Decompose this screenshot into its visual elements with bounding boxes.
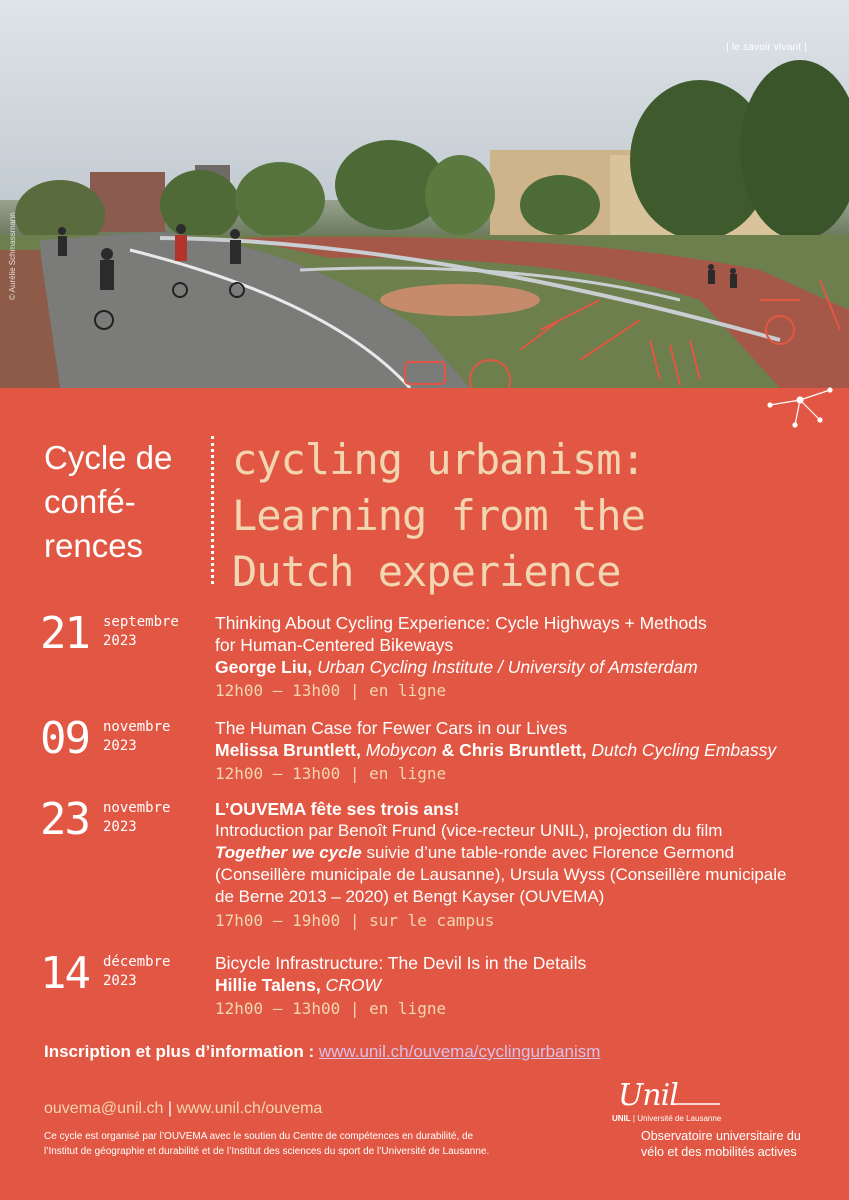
dotted-divider bbox=[211, 436, 214, 584]
unil-subtitle bbox=[612, 1114, 721, 1123]
event-time: 17h00 – 19h00 | sur le campus bbox=[215, 911, 495, 930]
event-day: 23 bbox=[40, 794, 89, 845]
event-title: Bicycle Infrastructure: The Devil Is in the Details bbox=[215, 953, 587, 973]
inscription-label: Inscription et plus d’information : bbox=[44, 1042, 319, 1061]
cycle-label-line: confé- bbox=[44, 483, 136, 520]
unil-wordmark: Unil bbox=[618, 1078, 678, 1113]
event-month: novembre bbox=[103, 719, 171, 735]
event-title: L’OUVEMA fête ses trois ans! bbox=[215, 799, 460, 819]
speaker-affiliation: CROW bbox=[320, 975, 381, 995]
event-desc-line: (Conseillère municipale de Lausanne), Ursula Wyss (Conseillère municipale bbox=[215, 865, 787, 884]
website-link[interactable]: www.unil.ch/ouvema bbox=[176, 1100, 323, 1117]
organizer-note bbox=[44, 1129, 604, 1159]
event-title bbox=[215, 612, 835, 656]
unil-full-name: | Université de Lausanne bbox=[630, 1114, 722, 1123]
photo-credit: © Aurélie Schmassmann bbox=[8, 212, 17, 300]
email-link[interactable]: ouvema@unil.ch bbox=[44, 1100, 164, 1117]
speaker-affiliation: Mobycon bbox=[360, 740, 442, 760]
title-line: Learning from the bbox=[232, 491, 645, 540]
note-line: l’Institut de géographie et durabilité et de l’Institut des sciences du sport de l’Université de Lausanne. bbox=[44, 1146, 490, 1157]
event-month: novembre bbox=[103, 800, 171, 816]
note-line: Ce cycle est organisé par l’OUVEMA avec le soutien du Centre de compétences en durabilité, de bbox=[44, 1131, 474, 1142]
inscription-line bbox=[44, 1042, 600, 1062]
event-month: septembre bbox=[103, 614, 179, 630]
event-year: 2023 bbox=[103, 973, 137, 989]
speaker-name: Melissa Bruntlett, bbox=[215, 740, 361, 760]
event-year: 2023 bbox=[103, 738, 137, 754]
unil-logo bbox=[612, 1078, 832, 1128]
event-time: 12h00 – 13h00 | en ligne bbox=[215, 681, 447, 700]
header-photo bbox=[0, 0, 849, 388]
event-year: 2023 bbox=[103, 819, 137, 835]
event-month: décembre bbox=[103, 954, 171, 970]
observatory-line: Observatoire universitaire du bbox=[641, 1129, 801, 1143]
event-speakers bbox=[215, 656, 835, 678]
event-day: 21 bbox=[40, 608, 89, 659]
event-desc-line: Introduction par Benoît Frund (vice-recteur UNIL), projection du film bbox=[215, 821, 723, 840]
event-day: 09 bbox=[40, 713, 89, 764]
inscription-link[interactable]: www.unil.ch/ouvema/cyclingurbanism bbox=[318, 1042, 601, 1061]
event-title-line: Thinking About Cycling Experience: Cycle Highways + Methods bbox=[215, 613, 707, 633]
event-speakers bbox=[215, 739, 835, 761]
event-day: 14 bbox=[40, 948, 89, 999]
speaker-affiliation: Urban Cycling Institute / University of Amsterdam bbox=[312, 657, 698, 677]
main-title bbox=[232, 432, 832, 600]
contact-line bbox=[44, 1100, 322, 1118]
event-speakers bbox=[215, 974, 835, 996]
cycle-label bbox=[44, 436, 204, 568]
tagline: | le savoir vivant | bbox=[726, 42, 807, 53]
cycle-bridge-photo bbox=[0, 0, 849, 388]
event-desc-line: de Berne 2013 – 2020) et Bengt Kayser (OUVEMA) bbox=[215, 887, 605, 906]
network-doodle-icon bbox=[760, 380, 840, 440]
film-title: Together we cycle bbox=[215, 843, 362, 862]
event-body bbox=[215, 717, 835, 785]
event-description bbox=[215, 820, 835, 908]
event-time: 12h00 – 13h00 | en ligne bbox=[215, 999, 447, 1018]
title-line: Dutch experience bbox=[232, 547, 621, 596]
event-time: 12h00 – 13h00 | en ligne bbox=[215, 764, 447, 783]
unil-swoosh-icon bbox=[672, 1100, 722, 1108]
observatory-line: vélo et des mobilités actives bbox=[641, 1145, 797, 1159]
title-line: cycling urbanism: bbox=[232, 435, 645, 484]
event-title-line: for Human-Centered Bikeways bbox=[215, 635, 454, 655]
speaker-join: & bbox=[441, 740, 460, 760]
cycle-label-line: rences bbox=[44, 527, 144, 564]
speaker-name: Hillie Talens, bbox=[215, 975, 321, 995]
event-body bbox=[215, 612, 835, 702]
observatory-name bbox=[641, 1128, 841, 1160]
unil-abbr: UNIL bbox=[612, 1114, 631, 1123]
event-body bbox=[215, 952, 835, 1020]
event-desc-line: suivie d’une table-ronde avec Florence Germond bbox=[361, 843, 735, 862]
speaker-name: George Liu, bbox=[215, 657, 313, 677]
speaker-name: Chris Bruntlett, bbox=[459, 740, 587, 760]
event-title: The Human Case for Fewer Cars in our Lives bbox=[215, 718, 568, 738]
contact-separator: | bbox=[163, 1100, 177, 1117]
cycle-label-line: Cycle de bbox=[44, 439, 173, 476]
event-body bbox=[215, 798, 835, 932]
event-year: 2023 bbox=[103, 633, 137, 649]
speaker-affiliation: Dutch Cycling Embassy bbox=[586, 740, 777, 760]
